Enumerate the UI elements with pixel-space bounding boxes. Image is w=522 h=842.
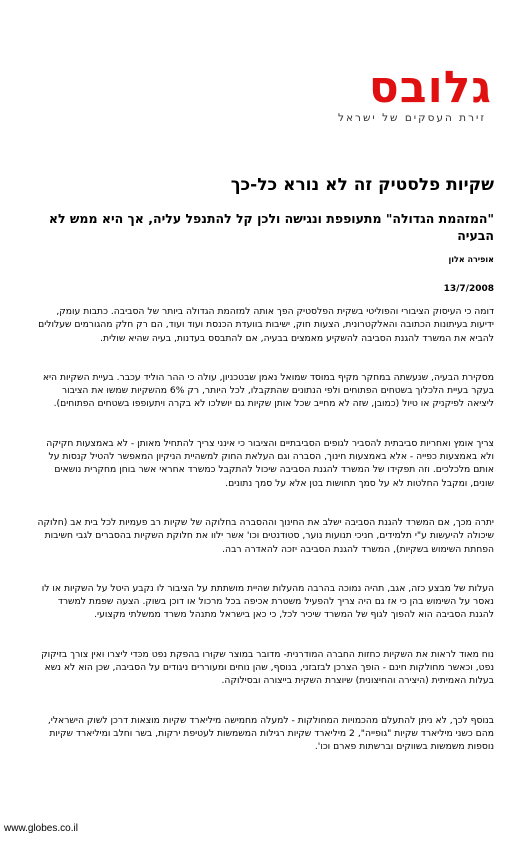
globes-logo [282,62,492,124]
article-paragraph: דומה כי העיסוק הציבורי והפוליטי בשקית הפלסטיק הפך אותה למזהמת הגדולה ביותר של הסביבה. כתבות עומק, ידיעות בעיתונות הכתובה והאלקטרונית, הצעות חוק, ישיבות בוועדת הכנסת ועוד ועוד, הם רק חלק מהגורמים שעלולים להביא את המשרד להגנת הסביבה להשקיע מאמצים בבעיה, אם להתבסס בעדנות, בעיה שהיא שולית. [38,306,494,344]
logo-tagline: זירת העסקים של ישראל [338,112,486,124]
article-paragraph: מסקירת הבעיה, שנעשתה במחקר מקיף במוסד שמואל נאמן שבטכניון, עולה כי ההר הוליד עכבר. בעיית השקיות היא בעקר בעיית הלכלוך בשטחים הפתוחים ולפי הנתונים שהתקבלו, לכל היותר, רק 6% מהשקיות שמשו את הציבור ליציאה לפיקניק או טיול (כמובן, שזה לא מחייב שכל אותן שקיות גם יושלכו לא בקרה ויתעופפו בשטחים הפתוחים). [42,371,494,410]
article-date: 13/7/2008 [443,284,494,294]
article-subtitle: "המזהמת הגדולה" מתעופפת ונגישה ולכן קל להתנפל עליה, אך היא ממש לא הבעיה [48,211,494,243]
article-paragraph: העלות של מבצע כזה, אגב, תהיה נמוכה בהרבה מהעלות שהיית מושתתת על הציבור לו נקבע היטל על השקיות או לו נאסר על השימוש בהן כי אז גם היה צריך להפעיל משטרת אכיפה בכל מרכול או דוכן בשוק. הצעה שפמת למשרד להגנת הסביבה הוא להפוך לגוף של המשרד שיכיר לכל, כי כאן בישראל מתנהל משרד ממשלתי מקצועי. [41,582,494,621]
article-body [34,305,494,780]
article-paragraph: בנוסף לכך, לא ניתן להתעלם מהכמויות המחולקות - למעלה מחמישה מיליארד שקיות מוצאות דרכן לשוק הישראלי, מהם כשני מיליארד שקיות "גופייה", 2 מיליארד שקיות רגילות המשמשות לעטיפת ירקות, בשר וחלב ומיליארד שקיות נוספות משמשות בשווקים וברשתות פארם וכו'. [47,714,494,753]
footer-url: www.globes.co.il [4,823,78,834]
article-title: שקיות פלסטיק זה לא נורא כל-כך [230,175,494,195]
logo-wordmark: גלובס [368,62,492,113]
article-paragraph: צריך אומץ ואחריות סביבתית להסביר לגופים הסביבתיים והציבור כי אינני צריך להתחיל מאותן - לא באמצעות חקיקה ולא באמצעות כפייה - אלא באמצעות חינוך, הסברה וגם העלאת החוק למשהיית הניקיון המאפשר להטיל קנסות על אותם מלכלכים. וזה תפקידו של המשרד להגנת הסביבה שיכול להתקבל כמשרד אחראי אשר בוחן מחקרית נושאים שונים, ומקבל החלטות לא על סמך תחושות בטן אלא על סמך נתונים. [46,437,494,489]
article-paragraph: יתרה מכך, אם המשרד להגנת הסביבה ישלב את החינוך וההסברה בחלוקה של שקיות רב פעמיות לכל בית אב (חלוקה שיכולה להיעשות ע"י תלמידים, חניכי תנועות נוער, סטודנטים וכו' אשר ילוו את חלוקת השקיות בהסברים לגבי חשיבות הפחתת השימוש בשקיות), המשרד להגנת הסביבה יזכה להאדרה רבה. [37,516,494,555]
article-paragraph: נוח מאוד לראות את השקיות כחזות החברה המודרנית- מדובר במוצר שקוּרו בהפקת נפט מכּדי ליצרו ואין צורך בזיקוק נפט, וכאשר מחולקות חינם - הופך הצרכן לבזבזני, בנוסף, שהן נוחים ומעוררים ניגודים על הסביבה, שכן הוא לא נשא בעלות האמיתית (היצירה והחיצונית) שיוצרת השקית בייצורה ובסילוקה. [41,648,494,687]
article-author: אופירה אלון [448,255,494,264]
